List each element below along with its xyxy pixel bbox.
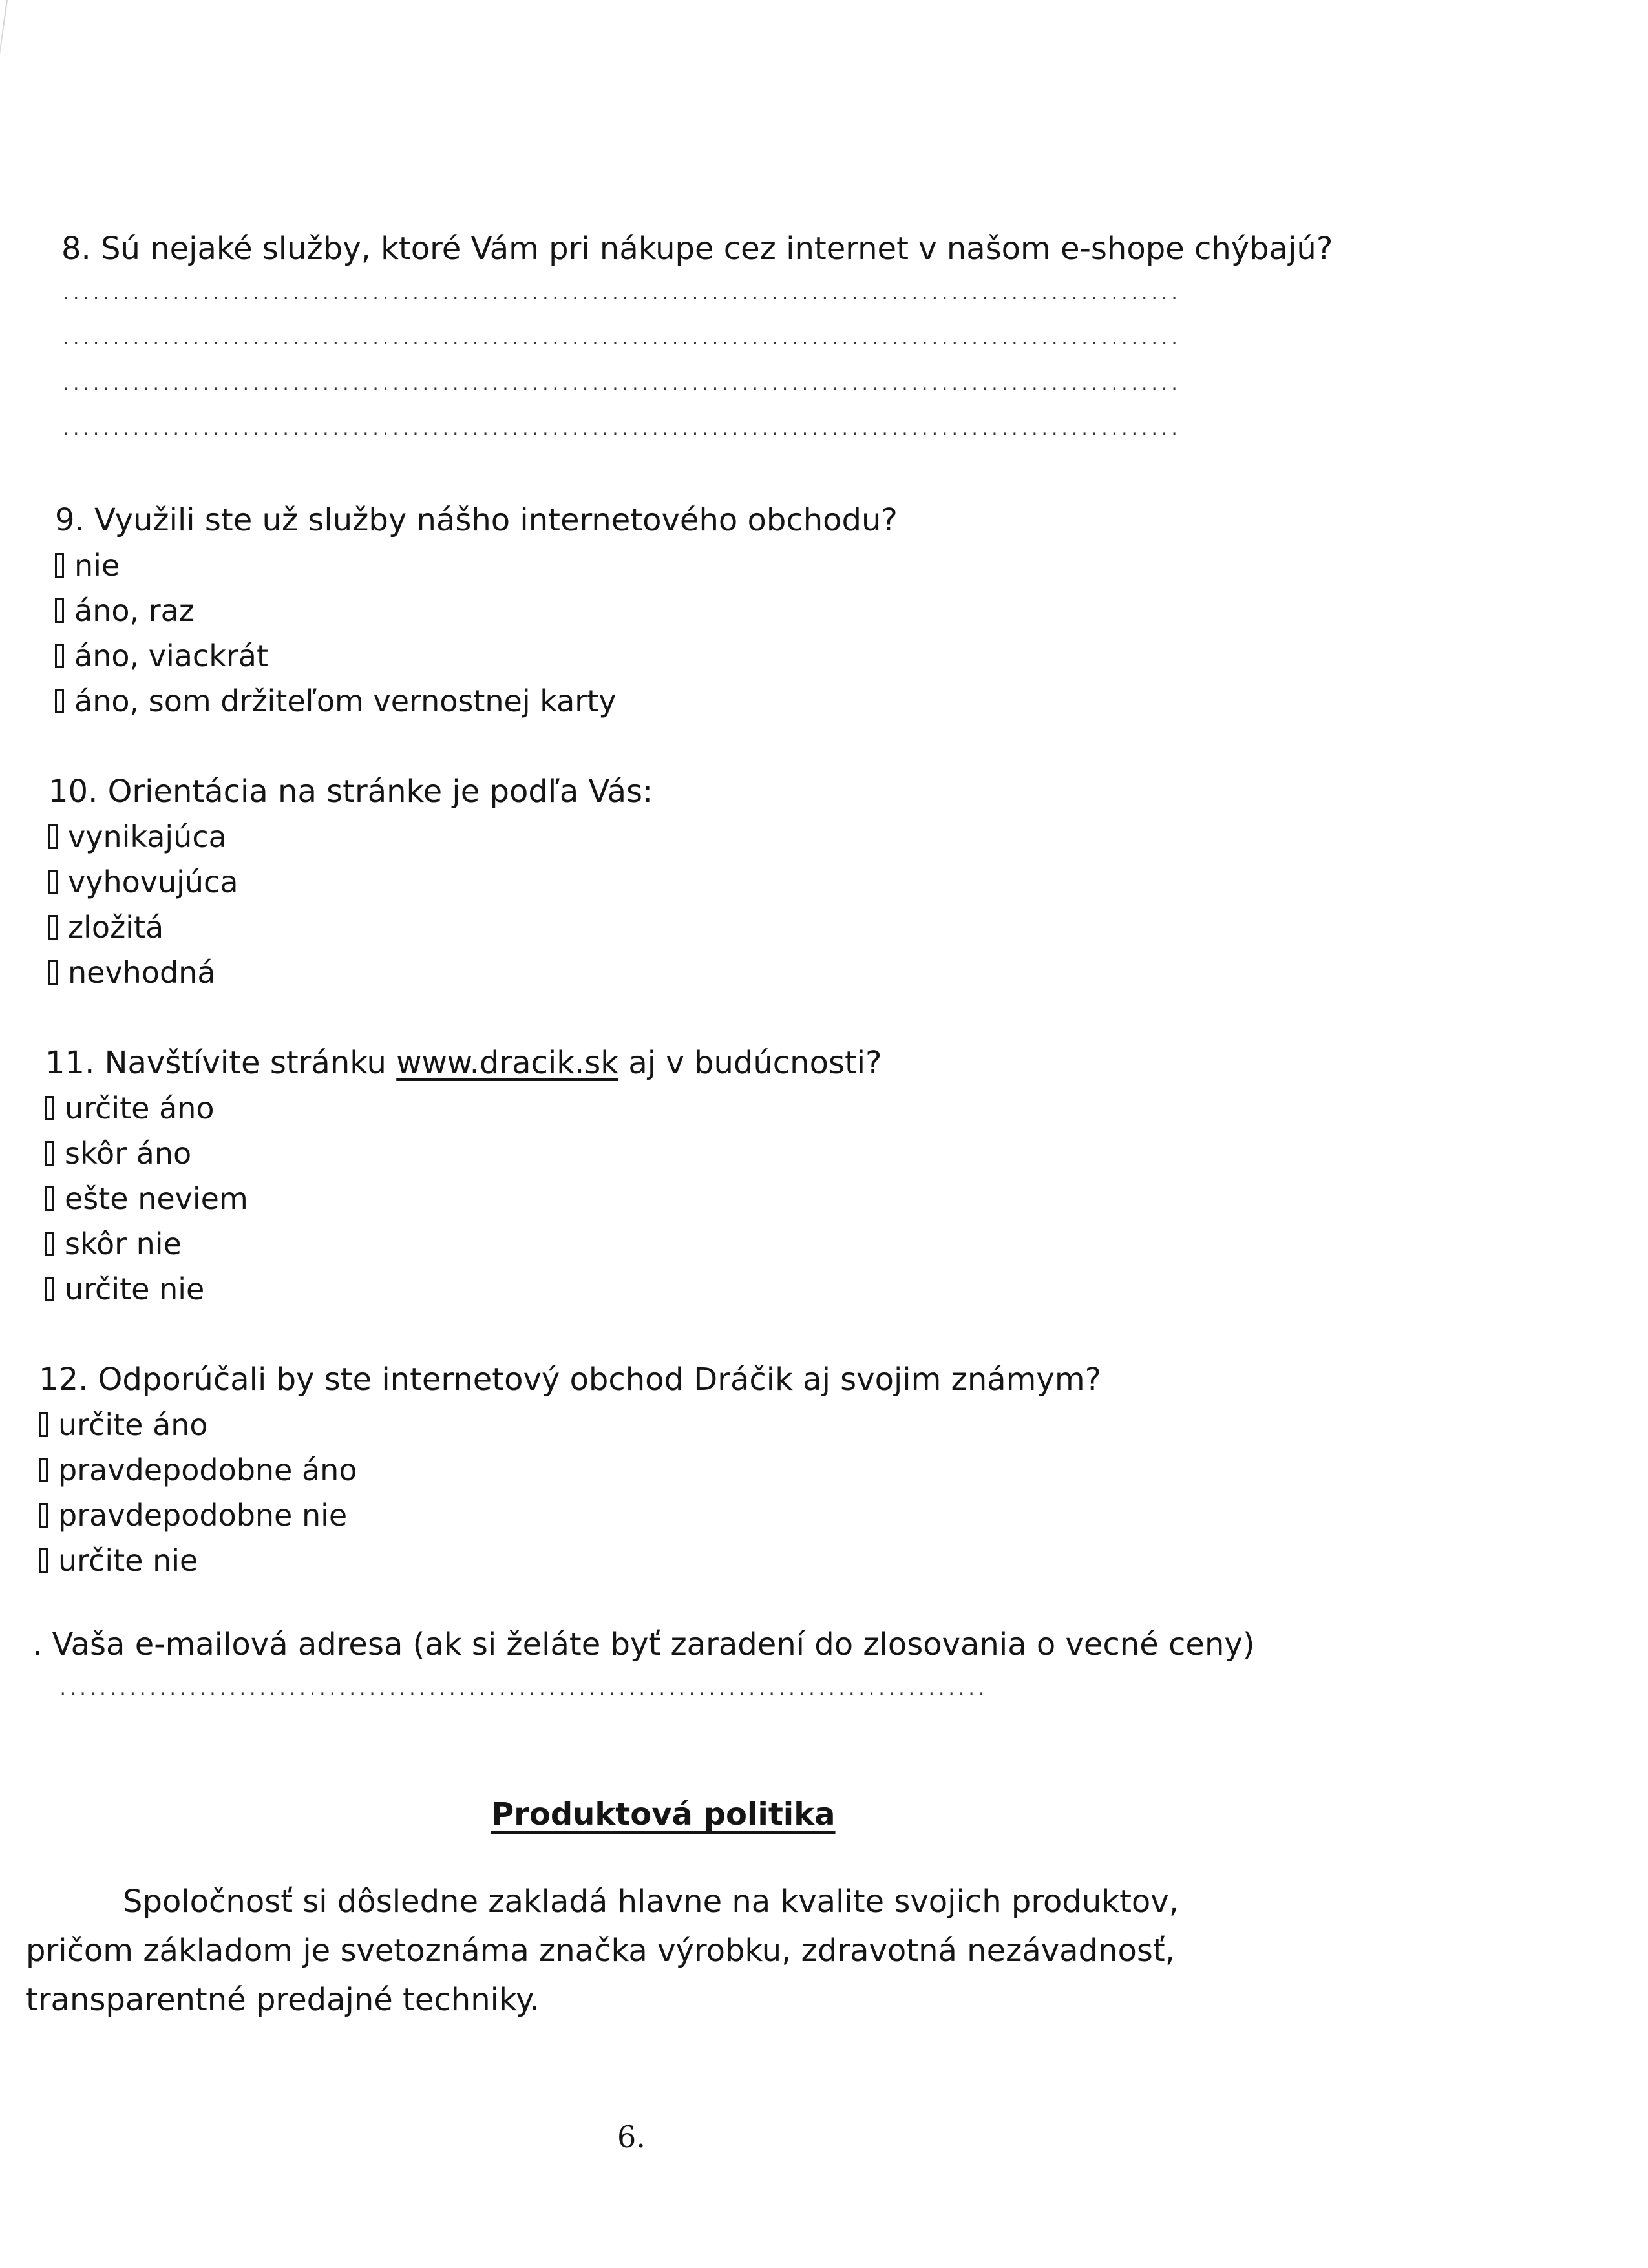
email-answer-line[interactable]: ............................................................................................. (58, 1681, 987, 1699)
option-label: určite nie (65, 1272, 205, 1307)
checkbox-icon[interactable] (55, 553, 64, 578)
option-row[interactable] (55, 543, 898, 588)
checkbox-icon[interactable] (39, 1458, 48, 1482)
section-paragraph: Spoločnosť si dôsledne zakladá hlavne na kvalite svojich produktov, pričom základom je svetoznáma značka výrobku, zdravotná nezávadnosť, transparentné predajné techniky. (26, 1884, 1179, 2018)
option-row[interactable] (55, 588, 898, 633)
option-row[interactable] (48, 859, 653, 905)
option-row[interactable] (39, 1538, 1101, 1583)
option-label: vynikajúca (68, 819, 227, 854)
option-label: určite áno (65, 1091, 215, 1126)
checkbox-icon[interactable] (45, 1277, 54, 1301)
section-title: Produktová politika (491, 1796, 836, 1832)
option-row[interactable] (45, 1221, 882, 1266)
email-block (32, 1622, 1255, 1712)
checkbox-icon[interactable] (39, 1503, 48, 1528)
question-10-text: 10. Orientácia na stránke je podľa Vás: (48, 773, 653, 810)
checkbox-icon[interactable] (45, 1096, 54, 1120)
answer-line-2[interactable]: ................................................................................................................ (61, 330, 1180, 348)
website-link[interactable]: www.dracik.sk (396, 1045, 619, 1081)
checkbox-icon[interactable] (45, 1141, 54, 1166)
checkbox-icon[interactable] (48, 824, 58, 849)
option-label: určite áno (58, 1407, 208, 1442)
question-10-block (48, 769, 653, 995)
page-number: 6. (617, 2119, 646, 2154)
option-row[interactable] (39, 1402, 1101, 1447)
option-row[interactable] (45, 1131, 882, 1176)
option-label: áno, viackrát (74, 638, 268, 673)
option-label: áno, raz (74, 593, 195, 628)
question-12-text: 12. Odporúčali by ste internetový obchod Dráčik aj svojim známym? (39, 1361, 1102, 1398)
question-8-text: 8. Sú nejaké služby, ktoré Vám pri nákupe cez internet v našom e-shope chýbajú? (61, 231, 1333, 267)
option-row[interactable] (39, 1447, 1101, 1493)
option-label: nie (74, 548, 120, 583)
question-12-block (39, 1357, 1101, 1583)
option-label: určite nie (58, 1543, 198, 1578)
checkbox-icon[interactable] (48, 870, 58, 894)
option-row[interactable] (55, 633, 898, 678)
answer-line-1[interactable]: ................................................................................................................ (61, 285, 1180, 303)
option-label: zložitá (68, 910, 164, 945)
option-row[interactable] (48, 950, 653, 995)
option-row[interactable] (45, 1266, 882, 1312)
question-11-block (45, 1040, 882, 1312)
question-8-block (61, 226, 1333, 452)
question-11-text (45, 1040, 882, 1086)
checkbox-icon[interactable] (48, 960, 58, 985)
option-label: pravdepodobne nie (58, 1498, 348, 1533)
question-11-suffix: aj v budúcnosti? (618, 1045, 882, 1081)
checkbox-icon[interactable] (39, 1548, 48, 1573)
question-9-block (55, 498, 898, 724)
option-row[interactable] (45, 1176, 882, 1221)
checkbox-icon[interactable] (55, 644, 64, 668)
option-row[interactable] (55, 678, 898, 724)
answer-line-4[interactable]: ................................................................................................................ (61, 421, 1180, 439)
option-row[interactable] (48, 905, 653, 950)
option-row[interactable] (39, 1493, 1101, 1538)
checkbox-icon[interactable] (39, 1412, 48, 1437)
option-label: skôr áno (65, 1136, 192, 1171)
question-11-prefix: 11. Navštívite stránku (45, 1045, 397, 1081)
email-question-text: . Vaša e-mailová adresa (ak si želáte byť zaradení do zlosovania o vecné ceny) (32, 1626, 1255, 1663)
checkbox-icon[interactable] (45, 1186, 54, 1211)
option-label: áno, som držiteľom vernostnej karty (74, 684, 617, 719)
scan-edge-mark (0, 0, 8, 167)
option-label: ešte neviem (65, 1181, 248, 1216)
checkbox-icon[interactable] (55, 598, 64, 623)
question-9-text: 9. Využili ste už služby nášho internetového obchodu? (55, 502, 898, 538)
option-row[interactable] (48, 814, 653, 859)
answer-line-3[interactable]: ................................................................................................................ (61, 375, 1180, 394)
checkbox-icon[interactable] (55, 689, 64, 713)
option-label: pravdepodobne áno (58, 1453, 357, 1487)
option-row[interactable] (45, 1086, 882, 1131)
checkbox-icon[interactable] (45, 1232, 54, 1256)
checkbox-icon[interactable] (48, 915, 58, 940)
option-label: nevhodná (68, 955, 216, 990)
option-label: vyhovujúca (68, 865, 238, 899)
option-label: skôr nie (65, 1226, 182, 1261)
